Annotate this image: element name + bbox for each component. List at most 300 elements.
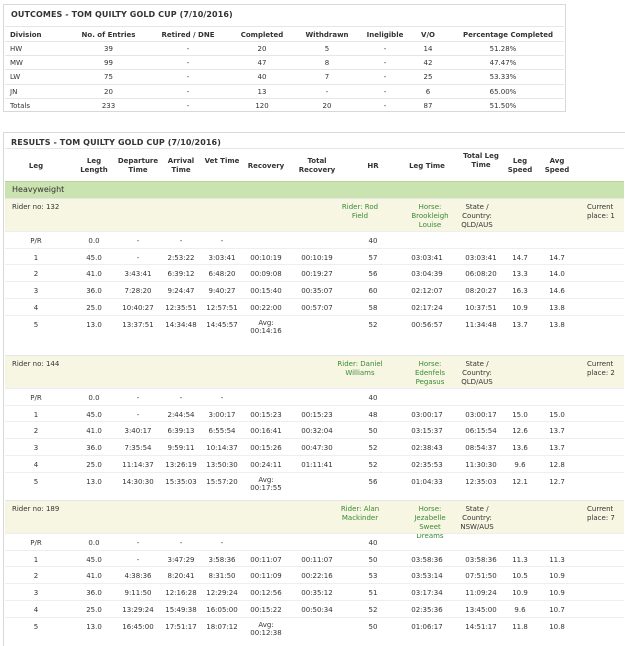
leg-row	[5, 566, 624, 584]
leg-cell: 18:07:12	[206, 623, 238, 631]
leg-row	[5, 617, 624, 640]
leg-cell: 13.7	[512, 321, 528, 329]
leg-cell: 17:51:17	[165, 623, 197, 631]
leg-cell: 45.0	[86, 254, 102, 262]
outcomes-col-header: Division	[10, 31, 42, 39]
leg-cell: 0.0	[88, 237, 100, 245]
outcomes-cell: 51.50%	[489, 101, 517, 110]
leg-cell: 2	[33, 572, 39, 580]
leg-cell: 03:00:17	[411, 411, 443, 419]
leg-cell: -	[136, 254, 140, 262]
leg-cell: 4	[33, 606, 39, 614]
outcomes-cell: 120	[255, 101, 269, 110]
leg-cell: Avg: 00:12:38	[250, 621, 282, 637]
leg-cell: 3:00:17	[208, 411, 236, 419]
outcomes-col-header: Percentage Completed	[463, 31, 553, 39]
outcomes-cell: 40	[257, 73, 267, 82]
leg-cell: 02:38:43	[411, 444, 443, 452]
leg-cell: 08:54:37	[465, 444, 497, 452]
leg-cell: 2	[33, 427, 39, 435]
leg-cell: 00:12:56	[250, 589, 282, 597]
leg-cell: 12.6	[512, 427, 528, 435]
leg-cell: -	[136, 394, 140, 402]
leg-cell: -	[136, 556, 140, 564]
leg-cell: 00:10:19	[301, 254, 333, 262]
outcomes-cell: 20	[322, 101, 332, 110]
leg-row	[5, 455, 624, 473]
leg-cell: 6:39:13	[167, 427, 195, 435]
leg-cell: 00:35:12	[301, 589, 333, 597]
leg-cell: 11.3	[549, 556, 565, 564]
leg-cell: 01:11:41	[301, 461, 333, 469]
rider-number: Rider no: 132	[12, 203, 60, 211]
current-place: Current place: 2	[587, 360, 615, 377]
state-country: State / Country: QLD/AUS	[461, 203, 493, 229]
outcomes-cell: -	[186, 73, 190, 82]
leg-cell: 3:03:41	[208, 254, 236, 262]
leg-cell: 00:47:30	[301, 444, 333, 452]
results-col-header: Leg Speed	[507, 157, 533, 174]
horse-name: Horse: Brookleigh Louise	[411, 203, 449, 229]
outcomes-row	[5, 84, 564, 99]
leg-cell: 15:57:20	[206, 478, 238, 486]
leg-cell: 03:17:34	[411, 589, 443, 597]
leg-cell: 13.8	[549, 304, 565, 312]
outcomes-title: OUTCOMES - TOM QUILTY GOLD CUP (7/10/2016)	[11, 10, 233, 19]
leg-cell: 16:45:00	[122, 623, 154, 631]
leg-row	[5, 533, 624, 551]
leg-row	[5, 472, 624, 495]
outcomes-col-header: V/O	[421, 31, 435, 39]
leg-cell: 02:17:24	[411, 304, 443, 312]
leg-cell: 8:31:50	[208, 572, 236, 580]
leg-cell: 36.0	[86, 444, 102, 452]
leg-cell: 02:12:07	[411, 287, 443, 295]
leg-cell: 14.0	[549, 270, 565, 278]
leg-cell: Avg: 00:14:16	[250, 319, 282, 335]
leg-cell: 00:24:11	[250, 461, 282, 469]
outcomes-cell: -	[383, 101, 387, 110]
leg-cell: 25.0	[86, 461, 102, 469]
leg-cell: 14:45:57	[206, 321, 238, 329]
leg-cell: 2:53:22	[167, 254, 195, 262]
leg-cell: 25.0	[86, 304, 102, 312]
leg-cell: 7:28:20	[124, 287, 152, 295]
outcomes-row	[5, 69, 564, 84]
outcomes-cell: 25	[423, 73, 433, 82]
division-band	[5, 181, 624, 199]
leg-cell: 41.0	[86, 427, 102, 435]
leg-cell: 00:10:19	[250, 254, 282, 262]
leg-row	[5, 550, 624, 567]
leg-row	[5, 405, 624, 422]
leg-cell: 11:34:48	[465, 321, 497, 329]
outcomes-cell: JN	[10, 87, 18, 96]
leg-cell: 12.7	[549, 478, 565, 486]
outcomes-row	[5, 55, 564, 70]
leg-cell: 40	[368, 539, 378, 547]
leg-cell: 00:11:09	[250, 572, 282, 580]
leg-cell: 00:22:16	[301, 572, 333, 580]
outcomes-header-row	[5, 26, 564, 42]
outcomes-cell: Totals	[10, 101, 30, 110]
leg-cell: 12.8	[549, 461, 565, 469]
outcomes-cell: 14	[423, 45, 433, 53]
outcomes-cell: 87	[423, 101, 433, 110]
leg-cell: 00:15:23	[250, 411, 282, 419]
leg-row	[5, 298, 624, 316]
leg-cell: 14.7	[549, 254, 565, 262]
leg-cell: 9:59:11	[167, 444, 195, 452]
leg-cell: 10:14:37	[206, 444, 238, 452]
outcomes-cell: -	[383, 45, 387, 53]
leg-cell: 10:37:51	[465, 304, 497, 312]
leg-cell: 36.0	[86, 287, 102, 295]
leg-cell: 14:30:30	[122, 478, 154, 486]
results-col-header: Leg Time	[409, 162, 445, 170]
leg-cell: 6:55:54	[208, 427, 236, 435]
leg-cell: 52	[368, 321, 378, 329]
rider-number: Rider no: 144	[12, 360, 60, 368]
leg-cell: 13:26:19	[165, 461, 197, 469]
leg-cell: -	[136, 411, 140, 419]
results-col-header: Total Leg Time	[463, 152, 499, 169]
results-title: RESULTS - TOM QUILTY GOLD CUP (7/10/2016)	[11, 138, 221, 147]
leg-cell: 4	[33, 304, 39, 312]
outcomes-cell: 47	[257, 59, 267, 68]
outcomes-col-header: Retired / DNE	[161, 31, 215, 39]
leg-cell: 6:39:12	[167, 270, 195, 278]
leg-cell: 13.0	[86, 478, 102, 486]
outcomes-cell: -	[186, 87, 190, 96]
leg-cell: 8:20:41	[167, 572, 195, 580]
leg-cell: 5	[33, 623, 39, 631]
outcomes-cell: 20	[257, 45, 267, 53]
leg-cell: 9.6	[514, 606, 526, 614]
leg-cell: 01:06:17	[411, 623, 443, 631]
leg-cell: 02:35:53	[411, 461, 443, 469]
rider-header	[5, 500, 624, 540]
outcomes-cell: 233	[101, 101, 116, 110]
leg-cell: 13.7	[549, 444, 565, 452]
leg-cell: 00:11:07	[301, 556, 333, 564]
leg-cell: 9:11:50	[124, 589, 152, 597]
leg-cell: 00:56:57	[411, 321, 443, 329]
outcomes-cell: -	[186, 101, 190, 110]
leg-cell: -	[220, 539, 224, 547]
outcomes-col-header: Withdrawn	[305, 31, 349, 39]
leg-cell: P/R	[30, 539, 42, 547]
results-header-row	[5, 148, 624, 182]
leg-row	[5, 438, 624, 456]
leg-cell: 12:16:28	[165, 589, 197, 597]
leg-cell: 9.6	[514, 461, 526, 469]
outcomes-cell: 8	[324, 59, 330, 68]
leg-cell: 13.6	[512, 444, 528, 452]
leg-row	[5, 421, 624, 439]
results-col-header: Leg	[28, 162, 44, 170]
leg-cell: 00:35:07	[301, 287, 333, 295]
results-col-header: Total Recovery	[298, 157, 336, 174]
leg-cell: 00:32:04	[301, 427, 333, 435]
leg-cell: 14:51:17	[465, 623, 497, 631]
leg-cell: 10:40:27	[122, 304, 154, 312]
outcomes-cell: 53.33%	[489, 73, 517, 82]
leg-row	[5, 281, 624, 299]
leg-cell: 11.8	[512, 623, 528, 631]
leg-cell: 10.9	[512, 304, 528, 312]
leg-cell: 50	[368, 623, 378, 631]
leg-cell: 14.6	[549, 287, 565, 295]
leg-cell: 2	[33, 270, 39, 278]
rider-name: Rider: Daniel Williams	[337, 360, 383, 377]
outcomes-cell: 47.47%	[489, 59, 517, 68]
outcomes-totals-row	[5, 98, 564, 113]
leg-cell: 3:43:41	[124, 270, 152, 278]
leg-cell: 00:09:08	[250, 270, 282, 278]
rider-header	[5, 198, 624, 232]
leg-cell: 3:40:17	[124, 427, 152, 435]
leg-cell: 13:37:51	[122, 321, 154, 329]
results-col-header: Arrival Time	[167, 157, 195, 174]
outcomes-col-header: No. of Entries	[81, 31, 136, 39]
leg-cell: 00:50:34	[301, 606, 333, 614]
leg-cell: 40	[368, 237, 378, 245]
leg-cell: 07:51:50	[465, 572, 497, 580]
leg-cell: 6:48:20	[208, 270, 236, 278]
results-col-header: Leg Length	[80, 157, 108, 174]
outcomes-cell: 42	[423, 59, 433, 68]
rider-number: Rider no: 189	[12, 505, 60, 513]
leg-cell: 03:03:41	[465, 254, 497, 262]
leg-cell: 13.7	[549, 427, 565, 435]
results-col-header: Departure Time	[117, 157, 159, 174]
leg-cell: 13:45:00	[465, 606, 497, 614]
leg-cell: 02:35:36	[411, 606, 443, 614]
leg-cell: 1	[33, 254, 39, 262]
outcomes-cell: LW	[10, 73, 21, 82]
outcomes-col-header: Completed	[240, 31, 284, 39]
current-place: Current place: 7	[587, 505, 615, 522]
leg-cell: 06:15:54	[465, 427, 497, 435]
leg-cell: 4:38:36	[124, 572, 152, 580]
leg-cell: 3:47:29	[167, 556, 195, 564]
leg-cell: 12:57:51	[206, 304, 238, 312]
leg-cell: Avg: 00:17:55	[250, 476, 282, 492]
leg-cell: 00:15:23	[301, 411, 333, 419]
leg-cell: 45.0	[86, 556, 102, 564]
leg-cell: 50	[368, 556, 378, 564]
leg-cell: 06:08:20	[465, 270, 497, 278]
leg-cell: 13.0	[86, 321, 102, 329]
leg-cell: 00:15:22	[250, 606, 282, 614]
leg-cell: -	[179, 539, 183, 547]
leg-cell: 03:15:37	[411, 427, 443, 435]
outcomes-cell: -	[186, 59, 190, 68]
leg-cell: 13.8	[549, 321, 565, 329]
leg-row	[5, 248, 624, 265]
leg-cell: 00:15:26	[250, 444, 282, 452]
leg-cell: 7:35:54	[124, 444, 152, 452]
leg-cell: 58	[368, 304, 378, 312]
leg-cell: 48	[368, 411, 378, 419]
leg-cell: 16:05:00	[206, 606, 238, 614]
outcomes-cell: 39	[104, 45, 113, 53]
outcomes-row	[5, 41, 564, 56]
leg-cell: 10.9	[512, 589, 528, 597]
leg-cell: 25.0	[86, 606, 102, 614]
leg-cell: 3	[33, 589, 39, 597]
outcomes-cell: -	[325, 87, 329, 96]
leg-cell: 15.0	[512, 411, 528, 419]
state-country: State / Country: NSW/AUS	[460, 505, 494, 531]
leg-cell: 41.0	[86, 572, 102, 580]
leg-cell: 16.3	[512, 287, 528, 295]
leg-cell: 03:53:14	[411, 572, 443, 580]
leg-cell: 14:34:48	[165, 321, 197, 329]
outcomes-panel	[3, 4, 566, 112]
leg-cell: -	[179, 237, 183, 245]
leg-cell: 50	[368, 427, 378, 435]
leg-cell: 03:03:41	[411, 254, 443, 262]
leg-cell: 03:58:36	[465, 556, 497, 564]
division-label: Heavyweight	[12, 185, 65, 194]
outcomes-cell: 99	[104, 59, 113, 68]
leg-cell: -	[136, 237, 140, 245]
leg-cell: 11:14:37	[122, 461, 154, 469]
leg-cell: 00:15:40	[250, 287, 282, 295]
outcomes-cell: 5	[324, 45, 330, 53]
results-col-header: HR	[367, 162, 379, 170]
leg-cell: 40	[368, 394, 378, 402]
state-country: State / Country: QLD/AUS	[461, 360, 493, 386]
horse-name: Horse: Edenfels Pegasus	[415, 360, 445, 386]
leg-row	[5, 231, 624, 249]
leg-cell: 52	[368, 606, 378, 614]
leg-cell: 45.0	[86, 411, 102, 419]
outcomes-cell: 13	[257, 87, 267, 96]
outcomes-cell: MW	[10, 59, 23, 68]
outcomes-cell: HW	[10, 45, 23, 53]
leg-cell: 52	[368, 444, 378, 452]
leg-cell: 13:50:30	[206, 461, 238, 469]
leg-cell: P/R	[30, 237, 42, 245]
rider-name: Rider: Alan Mackinder	[340, 505, 380, 522]
leg-cell: 10.5	[512, 572, 528, 580]
leg-cell: -	[136, 539, 140, 547]
leg-cell: 57	[368, 254, 378, 262]
leg-cell: 01:04:33	[411, 478, 443, 486]
leg-cell: 13.0	[86, 623, 102, 631]
leg-cell: 03:00:17	[465, 411, 497, 419]
leg-cell: 00:19:27	[301, 270, 333, 278]
current-place: Current place: 1	[587, 203, 615, 220]
outcomes-cell: 20	[104, 87, 113, 96]
outcomes-cell: 6	[425, 87, 431, 96]
leg-cell: 3:58:36	[208, 556, 236, 564]
leg-cell: 36.0	[86, 589, 102, 597]
leg-cell: 53	[368, 572, 378, 580]
leg-cell: 00:57:07	[301, 304, 333, 312]
leg-cell: 10.9	[549, 589, 565, 597]
leg-cell: 10.9	[549, 572, 565, 580]
outcomes-cell: -	[186, 45, 190, 53]
outcomes-cell: -	[383, 73, 387, 82]
leg-cell: 15.0	[549, 411, 565, 419]
leg-cell: 10.7	[549, 606, 565, 614]
outcomes-cell: 51.28%	[489, 45, 517, 53]
leg-row	[5, 388, 624, 406]
leg-cell: 9:24:47	[167, 287, 195, 295]
outcomes-cell: 7	[324, 73, 330, 82]
leg-cell: P/R	[30, 394, 42, 402]
leg-cell: 60	[368, 287, 378, 295]
leg-cell: -	[179, 394, 183, 402]
results-panel	[3, 132, 625, 646]
leg-cell: 0.0	[88, 539, 100, 547]
leg-cell: 52	[368, 461, 378, 469]
leg-cell: -	[220, 394, 224, 402]
leg-cell: 1	[33, 556, 39, 564]
leg-cell: 1	[33, 411, 39, 419]
leg-cell: 5	[33, 321, 39, 329]
leg-cell: 10.8	[549, 623, 565, 631]
leg-cell: 00:11:07	[250, 556, 282, 564]
leg-row	[5, 600, 624, 618]
leg-cell: 4	[33, 461, 39, 469]
leg-cell: 56	[368, 478, 378, 486]
leg-cell: 56	[368, 270, 378, 278]
leg-cell: 15:35:03	[165, 478, 197, 486]
outcomes-cell: -	[383, 87, 387, 96]
leg-cell: 12.1	[512, 478, 528, 486]
leg-cell: 12:35:03	[465, 478, 497, 486]
leg-cell: 12:29:24	[206, 589, 238, 597]
outcomes-col-header: Ineligible	[366, 31, 404, 39]
leg-cell: 12:35:51	[165, 304, 197, 312]
leg-row	[5, 315, 624, 338]
leg-cell: 5	[33, 478, 39, 486]
leg-cell: 08:20:27	[465, 287, 497, 295]
leg-cell: 13:29:24	[122, 606, 154, 614]
leg-cell: 3	[33, 444, 39, 452]
leg-row	[5, 583, 624, 601]
results-col-header: Avg Speed	[544, 157, 570, 174]
rider-header	[5, 355, 624, 389]
leg-cell: 03:58:36	[411, 556, 443, 564]
leg-cell: 11:30:30	[465, 461, 497, 469]
leg-cell: 11:09:24	[465, 589, 497, 597]
outcomes-cell: 75	[104, 73, 113, 82]
results-col-header: Vet Time	[204, 157, 240, 165]
leg-cell: 14.7	[512, 254, 528, 262]
horse-name: Horse: Jezabelle Sweet Dreams	[414, 505, 446, 540]
leg-cell: 03:04:39	[411, 270, 443, 278]
leg-cell: -	[220, 237, 224, 245]
results-col-header: Recovery	[247, 162, 285, 170]
leg-cell: 13.3	[512, 270, 528, 278]
outcomes-cell: -	[383, 59, 387, 68]
leg-cell: 00:22:00	[250, 304, 282, 312]
leg-row	[5, 264, 624, 282]
leg-cell: 51	[368, 589, 378, 597]
leg-cell: 41.0	[86, 270, 102, 278]
rider-name: Rider: Rod Field	[341, 203, 379, 220]
leg-cell: 3	[33, 287, 39, 295]
leg-cell: 15:49:38	[165, 606, 197, 614]
outcomes-cell: 65.00%	[489, 87, 517, 96]
leg-cell: 2:44:54	[167, 411, 195, 419]
